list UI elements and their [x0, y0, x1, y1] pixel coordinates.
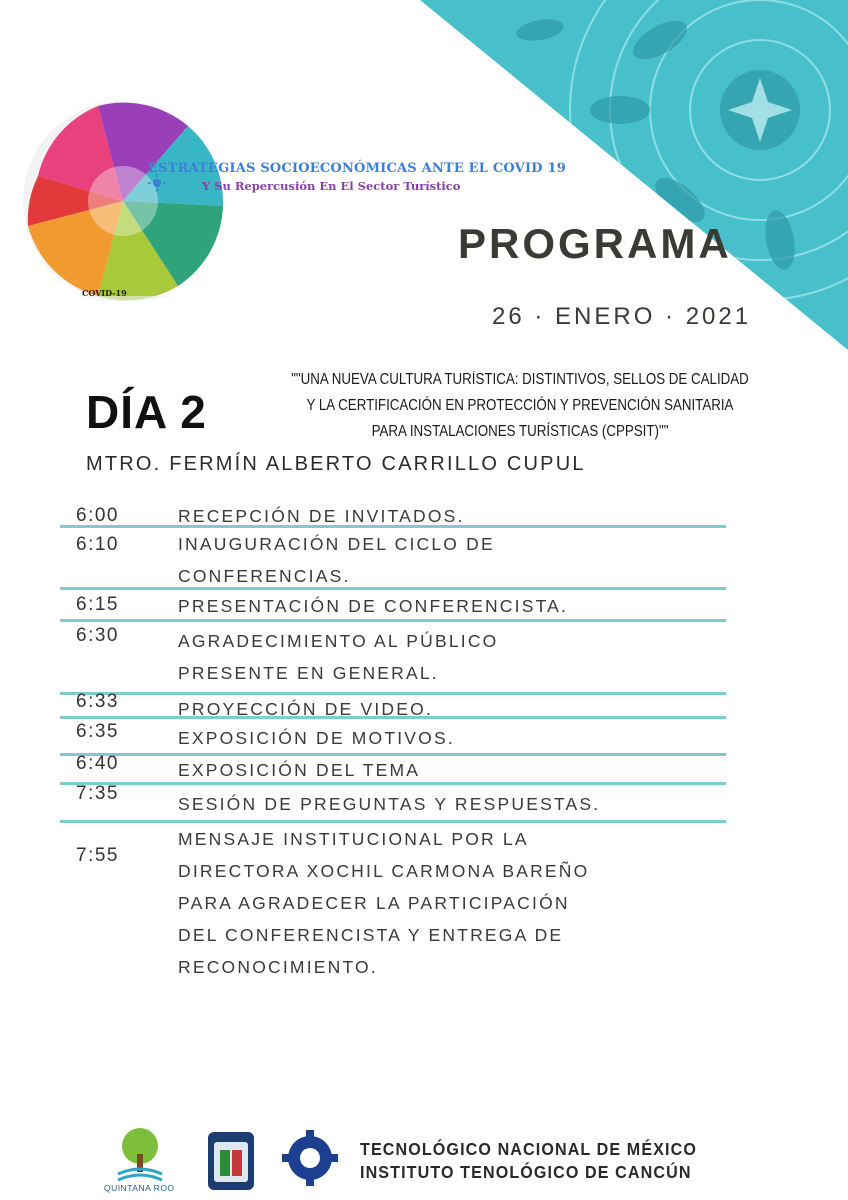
speaker-name: MTRO. FERMÍN ALBERTO CARRILLO CUPUL [86, 453, 586, 475]
schedule-row [60, 691, 726, 719]
schedule-row [60, 719, 726, 756]
schedule-time: 6:33 [76, 691, 119, 712]
schedule-time: 6:00 [76, 505, 119, 526]
schedule-text: RECEPCIÓN DE INVITADOS. [178, 506, 465, 526]
schedule-row [60, 753, 726, 785]
tecnm-gear-logo [282, 1130, 338, 1186]
schedule-row [60, 590, 726, 622]
schedule-text: SESIÓN DE PREGUNTAS Y RESPUESTAS. [178, 794, 601, 814]
schedule-text: EXPOSICIÓN DEL TEMA [178, 760, 421, 780]
conference-title: ""UNA NUEVA CULTURA TURÍSTICA: DISTINTIVOS, SELLOS DE CALIDAD Y LA CERTIFICACIÓN EN PROTECCIÓN Y PREVENCIÓN SANITARIA PARA INSTALACIONES TURÍSTICAS (CPPSIT)"" [291, 371, 749, 440]
logo-subtitle: Y Su Repercusión En El Sector Turístico [202, 179, 461, 193]
schedule-row [60, 823, 726, 983]
schedule-time: 6:15 [76, 594, 119, 615]
schedule-time: 6:10 [76, 534, 119, 555]
schedule-text: EXPOSICIÓN DE MOTIVOS. [178, 728, 455, 748]
page-title: PROGRAMA [458, 220, 732, 267]
day-label: DÍA 2 [86, 386, 207, 438]
schedule-text: PRESENTACIÓN DE CONFERENCISTA. [178, 596, 569, 616]
schedule-time: 6:30 [76, 625, 119, 646]
schedule-time: 6:35 [76, 721, 119, 742]
schedule-text: MENSAJE INSTITUCIONAL POR LA DIRECTORA XOCHIL CARMONA BAREÑO PARA AGRADECER LA PARTICIPACIÓN DEL CONFERENCISTA Y ENTREGA DE RECONOCIMIENTO. [178, 829, 590, 977]
institution-line-2: INSTITUTO TENOLÓGICO DE CANCÚN [360, 1162, 692, 1182]
schedule-list [60, 500, 726, 983]
event-date: 26 · ENERO · 2021 [492, 303, 752, 330]
quintana-roo-label: QUINTANA ROO [104, 1183, 175, 1193]
tecnologico-shield-logo [208, 1132, 254, 1190]
institution-line-1: TECNOLÓGICO NACIONAL DE MÉXICO [360, 1139, 697, 1159]
schedule-row [60, 500, 726, 528]
quintana-roo-logo [118, 1128, 162, 1180]
schedule-time: 7:35 [76, 783, 119, 804]
schedule-row [60, 528, 726, 590]
schedule-row [60, 785, 726, 823]
schedule-time: 7:55 [76, 845, 119, 866]
logo-covid-badge: COVID-19 [82, 288, 127, 298]
schedule-text: AGRADECIMIENTO AL PÚBLICO PRESENTE EN GENERAL. [178, 631, 499, 683]
logo-title: ESTRATEGIAS SOCIOECONÓMICAS ANTE EL COVID 19 [148, 161, 566, 176]
schedule-row [60, 622, 726, 695]
schedule-time: 6:40 [76, 753, 119, 774]
sun-icon [148, 174, 166, 192]
schedule-text: PROYECCIÓN DE VIDEO. [178, 699, 434, 719]
institution-name [360, 1138, 697, 1184]
schedule-text: INAUGURACIÓN DEL CICLO DE CONFERENCIAS. [178, 534, 495, 586]
